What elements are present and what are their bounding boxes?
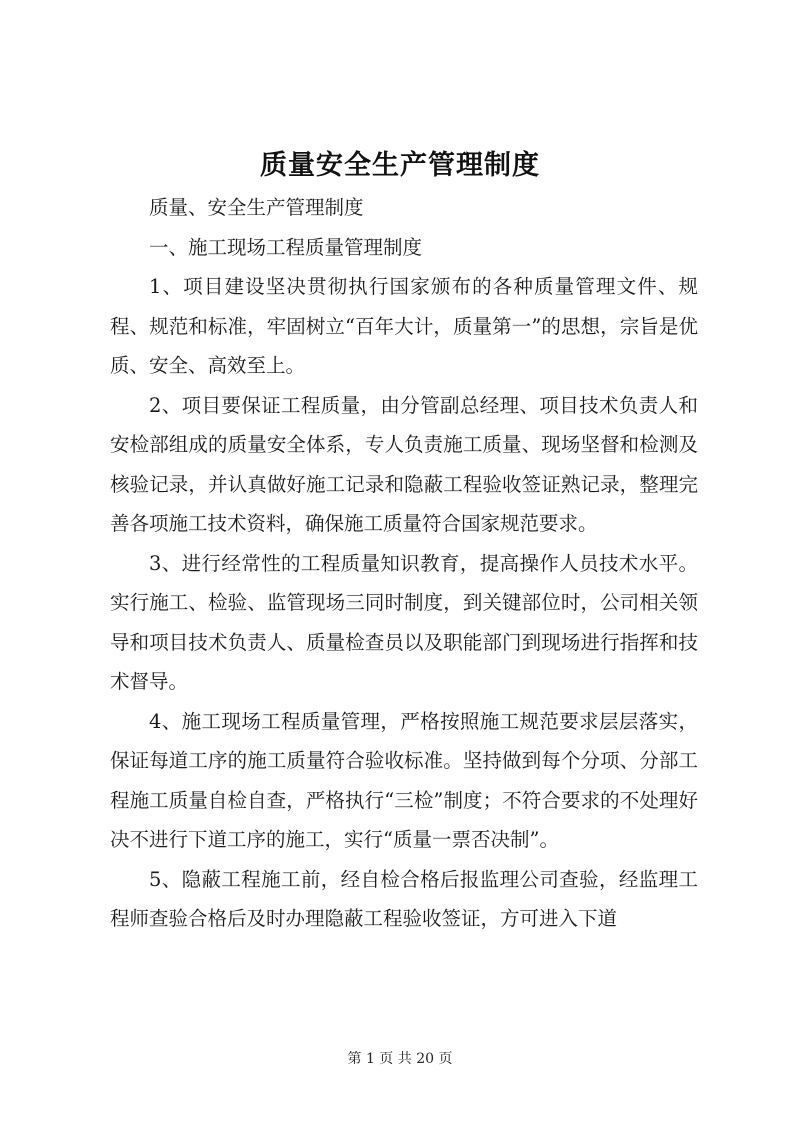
paragraph-item-3: 3、进行经常性的工程质量知识教育，提高操作人员技术水平。实行施工、检验、监管现场三同时制度，到关键部位时，公司相关领导和项目技术负责人、质量检查员以及职能部门到现场进行指挥和技术督导。 bbox=[110, 551, 698, 693]
page-number-footer: 第 1 页 共 20 页 bbox=[347, 1051, 453, 1067]
paragraph-item-4: 4、施工现场工程质量管理，严格按照施工规范要求层层落实，保证每道工序的施工质量符合验收标准。坚持做到每个分项、分部工程施工质量自检自查，严格执行“三检”制度；不符合要求的不处理好决不进行下道工序的施工，实行“质量一票否决制”。 bbox=[110, 709, 698, 851]
document-title: 质量安全生产管理制度 bbox=[260, 150, 540, 181]
paragraph-item-5: 5、隐蔽工程施工前，经自检合格后报监理公司查验，经监理工程师查验合格后及时办理隐蔽工程验收签证，方可进入下道 bbox=[110, 867, 698, 930]
document-body bbox=[110, 188, 698, 939]
paragraph-subtitle: 质量、安全生产管理制度 bbox=[149, 196, 364, 219]
paragraph-item-1: 1、项目建设坚决贯彻执行国家颁布的各种质量管理文件、规程、规范和标准，牢固树立“百年大计，质量第一”的思想，宗旨是优质、安全、高效至上。 bbox=[110, 275, 698, 377]
paragraph-item-2: 2、项目要保证工程质量，由分管副总经理、项目技术负责人和安检部组成的质量安全体系，专人负责施工质量、现场坚督和检测及核验记录，并认真做好施工记录和隐蔽工程验收签证熟记录，整理完善各项施工技术资料，确保施工质量符合国家规范要求。 bbox=[110, 393, 698, 535]
paragraph-section-heading: 一、施工现场工程质量管理制度 bbox=[149, 235, 423, 259]
